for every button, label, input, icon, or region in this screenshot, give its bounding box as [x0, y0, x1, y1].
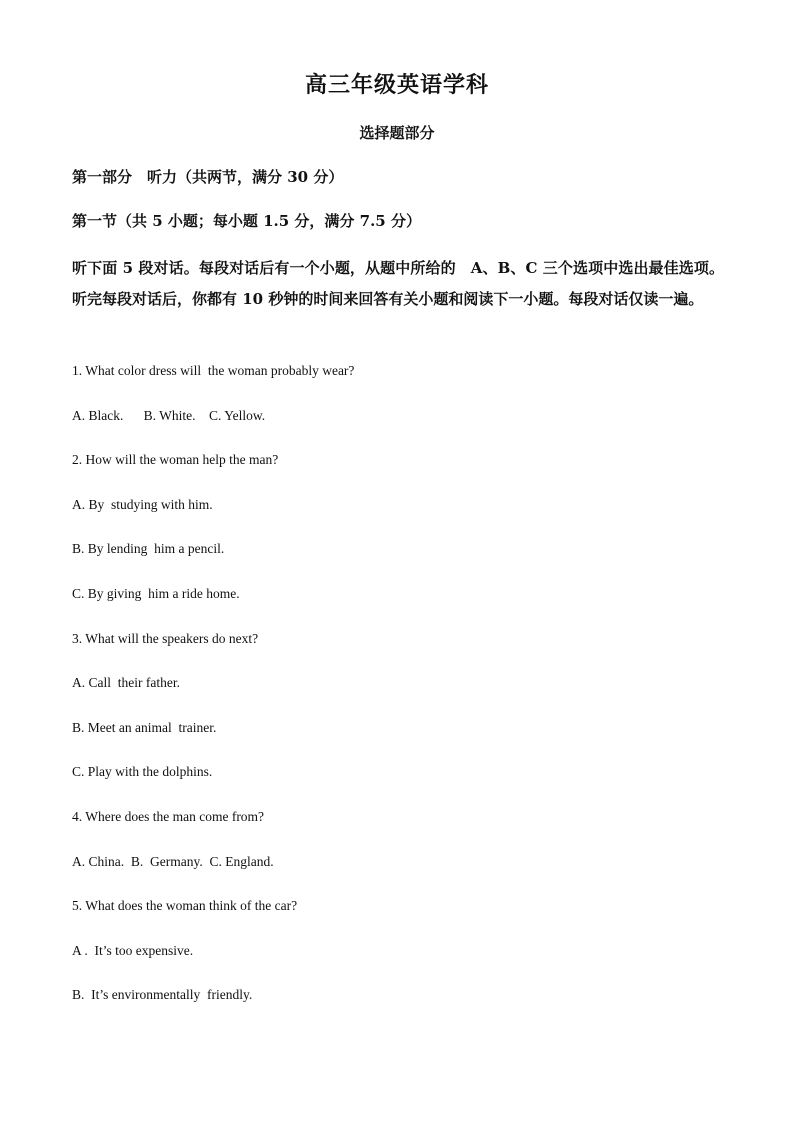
question-3: 3. What will the speakers do next? — [72, 630, 259, 646]
question-3-option-c: C. Play with the dolphins. — [72, 764, 213, 780]
question-5-option-b: B. It’s environmentally friendly. — [72, 987, 253, 1003]
question-3-option-a: A. Call their father. — [72, 675, 180, 691]
question-2-option-c: C. By giving him a ride home. — [72, 585, 240, 601]
part-heading: 第一部分 听力（共两节，满分 30 分） — [72, 168, 344, 186]
question-5-option-a: A . It’s too expensive. — [72, 942, 194, 958]
document-title: 高三年级英语学科 — [304, 72, 489, 98]
question-2-option-a: A. By studying with him. — [72, 496, 213, 512]
question-2-option-b: B. By lending him a pencil. — [72, 541, 225, 557]
question-1-options: A. Black. B. White. C. Yellow. — [72, 407, 266, 423]
question-2: 2. How will the woman help the man? — [72, 452, 279, 468]
question-3-option-b: B. Meet an animal trainer. — [72, 719, 217, 735]
question-4: 4. Where does the man come from? — [72, 808, 265, 824]
question-list — [72, 361, 722, 1030]
instructions-paragraph: 听下面 5 段对话。每段对话后有一个小题，从题中所给的 A、B、C 三个选项中选出最佳选项。听完每段对话后，你都有 10 秒钟的时间来回答有关小题和阅读下一小题。每段对话仅读一遍。 — [72, 259, 724, 308]
document-subtitle: 选择题部分 — [359, 124, 435, 142]
question-1: 1. What color dress will the woman probably wear? — [72, 363, 355, 378]
question-4-options: A. China. B. Germany. C. England. — [72, 853, 274, 869]
question-5: 5. What does the woman think of the car? — [72, 898, 298, 914]
section-heading: 第一节（共 5 小题；每小题 1.5 分，满分 7.5 分） — [72, 212, 421, 230]
